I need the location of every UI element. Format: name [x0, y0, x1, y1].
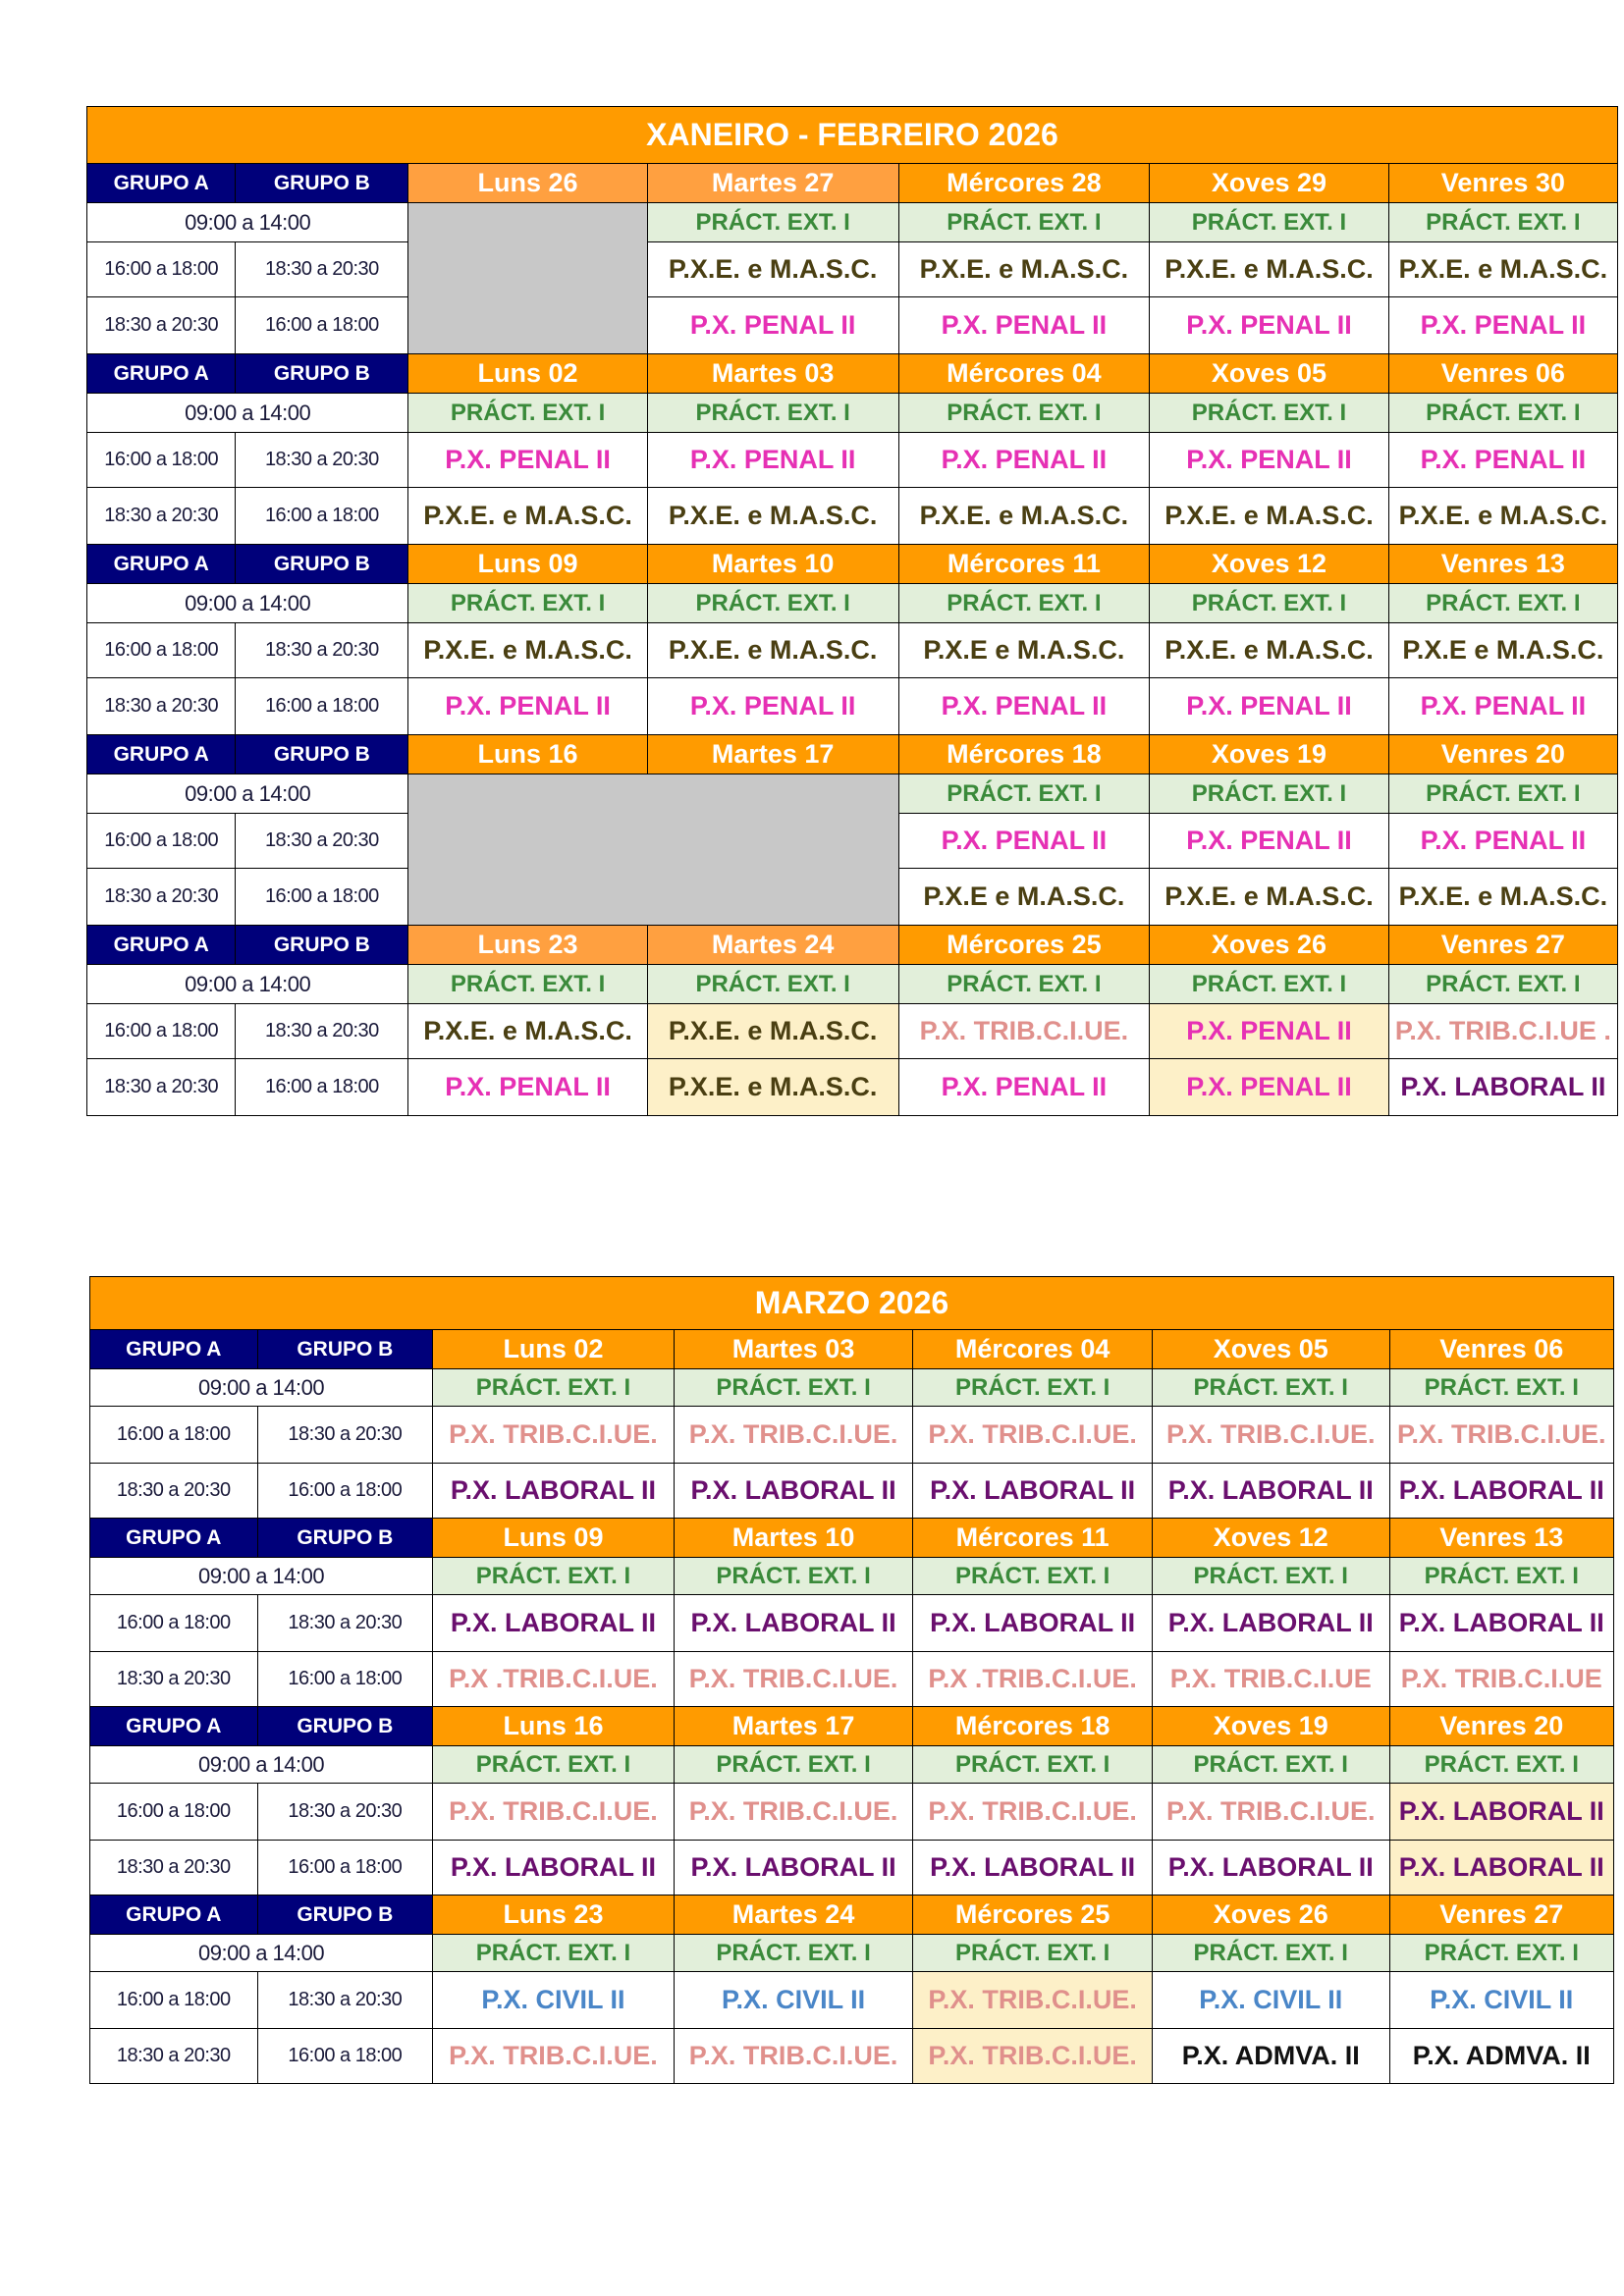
time-slot-group-b: 16:00 a 18:00 — [257, 1464, 433, 1519]
class-cell-pxe: P.X.E. e M.A.S.C. — [898, 488, 1150, 545]
class-cell-pxe: P.X.E e M.A.S.C. — [1388, 623, 1617, 678]
class-cell-penal: P.X. PENAL II — [1388, 297, 1617, 354]
group-b-header: GRUPO B — [257, 1707, 433, 1746]
day-header: Martes 03 — [674, 1330, 913, 1369]
class-cell-pxe: P.X.E e M.A.S.C. — [898, 623, 1150, 678]
day-header: Venres 06 — [1388, 354, 1617, 394]
class-cell-trib: P.X. TRIB.C.I.UE. — [433, 2029, 675, 2084]
class-cell-penal: P.X. PENAL II — [1388, 814, 1617, 869]
time-slot-group-a: 18:30 a 20:30 — [87, 297, 236, 354]
class-cell-pxe: P.X.E. e M.A.S.C. — [898, 242, 1150, 297]
class-cell-penal: P.X. PENAL II — [647, 433, 898, 488]
time-slot-group-b: 16:00 a 18:00 — [257, 2029, 433, 2084]
day-header: Xoves 19 — [1150, 735, 1388, 774]
class-cell-prac: PRÁCT. EXT. I — [913, 1558, 1153, 1595]
class-cell-pxe: P.X.E. e M.A.S.C. — [647, 1004, 898, 1059]
day-header: Venres 30 — [1388, 164, 1617, 203]
time-slot-group-a: 16:00 a 18:00 — [90, 1407, 258, 1464]
time-slot-group-a: 16:00 a 18:00 — [87, 1004, 236, 1059]
class-cell-prac: PRÁCT. EXT. I — [913, 1935, 1153, 1972]
day-header: Xoves 26 — [1152, 1896, 1389, 1935]
class-cell-laboral: P.X. LABORAL II — [1389, 1784, 1613, 1841]
schedule-title: MARZO 2026 — [90, 1277, 1614, 1330]
time-slot-group-b: 16:00 a 18:00 — [236, 1059, 408, 1116]
class-cell-laboral: P.X. LABORAL II — [1389, 1464, 1613, 1519]
class-cell-laboral: P.X. LABORAL II — [1152, 1464, 1389, 1519]
class-cell-trib: P.X. TRIB.C.I.UE. — [674, 1784, 913, 1841]
class-cell-penal: P.X. PENAL II — [1150, 297, 1388, 354]
class-cell-pxe: P.X.E. e M.A.S.C. — [647, 623, 898, 678]
time-slot-group-a: 16:00 a 18:00 — [87, 433, 236, 488]
class-cell-prac: PRÁCT. EXT. I — [913, 1369, 1153, 1407]
time-slot-group-a: 18:30 a 20:30 — [87, 678, 236, 735]
day-header: Mércores 11 — [913, 1519, 1153, 1558]
day-header: Martes 24 — [674, 1896, 913, 1935]
time-slot-group-b: 18:30 a 20:30 — [236, 814, 408, 869]
class-cell-pxe: P.X.E. e M.A.S.C. — [1150, 623, 1388, 678]
class-cell-trib: P.X. TRIB.C.I.UE. — [898, 1004, 1150, 1059]
time-slot-group-a: 16:00 a 18:00 — [87, 814, 236, 869]
day-header: Martes 17 — [674, 1707, 913, 1746]
class-cell-trib: P.X .TRIB.C.I.UE. — [433, 1652, 675, 1707]
class-cell-prac: PRÁCT. EXT. I — [1388, 965, 1617, 1004]
group-a-header: GRUPO A — [87, 354, 236, 394]
day-header: Mércores 11 — [898, 545, 1150, 584]
group-a-header: GRUPO A — [90, 1519, 258, 1558]
class-cell-trib: P.X. TRIB.C.I.UE. — [913, 2029, 1153, 2084]
class-cell-prac: PRÁCT. EXT. I — [674, 1935, 913, 1972]
class-cell-prac: PRÁCT. EXT. I — [1389, 1935, 1613, 1972]
class-cell-penal: P.X. PENAL II — [1388, 433, 1617, 488]
class-cell-admva: P.X. ADMVA. II — [1152, 2029, 1389, 2084]
group-b-header: GRUPO B — [257, 1896, 433, 1935]
class-cell-pxe: P.X.E. e M.A.S.C. — [647, 488, 898, 545]
class-cell-pxe: P.X.E. e M.A.S.C. — [1388, 242, 1617, 297]
class-cell-pxe: P.X.E. e M.A.S.C. — [647, 242, 898, 297]
day-header: Xoves 12 — [1150, 545, 1388, 584]
day-header: Xoves 26 — [1150, 926, 1388, 965]
class-cell-prac: PRÁCT. EXT. I — [408, 965, 647, 1004]
group-b-header: GRUPO B — [236, 164, 408, 203]
day-header: Martes 03 — [647, 354, 898, 394]
schedule-table-xaneiro-febreiro — [86, 106, 1618, 1116]
group-a-header: GRUPO A — [87, 926, 236, 965]
group-b-header: GRUPO B — [236, 545, 408, 584]
time-slot-group-b: 18:30 a 20:30 — [257, 1784, 433, 1841]
class-cell-prac: PRÁCT. EXT. I — [647, 965, 898, 1004]
class-cell-laboral: P.X. LABORAL II — [674, 1464, 913, 1519]
time-slot: 09:00 a 14:00 — [87, 965, 408, 1004]
class-cell-prac: PRÁCT. EXT. I — [1388, 203, 1617, 242]
class-cell-prac: PRÁCT. EXT. I — [898, 965, 1150, 1004]
time-slot-group-b: 16:00 a 18:00 — [257, 1841, 433, 1896]
class-cell-trib: P.X. TRIB.C.I.UE. — [913, 1784, 1153, 1841]
class-cell-trib: P.X. TRIB.C.I.UE. — [1389, 1407, 1613, 1464]
class-cell-prac: PRÁCT. EXT. I — [1152, 1746, 1389, 1784]
class-cell-trib: P.X. TRIB.C.I.UE. — [433, 1784, 675, 1841]
time-slot-group-a: 18:30 a 20:30 — [87, 1059, 236, 1116]
day-header: Xoves 05 — [1152, 1330, 1389, 1369]
time-slot-group-b: 18:30 a 20:30 — [257, 1972, 433, 2029]
class-cell-penal: P.X. PENAL II — [1388, 678, 1617, 735]
class-cell-trib: P.X. TRIB.C.I.UE. — [1152, 1784, 1389, 1841]
time-slot-group-b: 16:00 a 18:00 — [236, 678, 408, 735]
class-cell-prac: PRÁCT. EXT. I — [1389, 1558, 1613, 1595]
group-b-header: GRUPO B — [257, 1330, 433, 1369]
class-cell-prac: PRÁCT. EXT. I — [1152, 1935, 1389, 1972]
class-cell-trib: P.X. TRIB.C.I.UE. — [674, 1407, 913, 1464]
class-cell-penal: P.X. PENAL II — [1150, 678, 1388, 735]
class-cell-penal: P.X. PENAL II — [647, 678, 898, 735]
time-slot: 09:00 a 14:00 — [87, 774, 408, 814]
time-slot-group-a: 18:30 a 20:30 — [87, 869, 236, 926]
class-cell-trib: P.X. TRIB.C.I.UE. — [674, 2029, 913, 2084]
time-slot-group-a: 16:00 a 18:00 — [87, 242, 236, 297]
class-cell-laboral: P.X. LABORAL II — [674, 1595, 913, 1652]
class-cell-trib: P.X .TRIB.C.I.UE. — [913, 1652, 1153, 1707]
class-cell-penal: P.X. PENAL II — [898, 297, 1150, 354]
class-cell-prac: PRÁCT. EXT. I — [433, 1558, 675, 1595]
class-cell-penal: P.X. PENAL II — [1150, 814, 1388, 869]
class-cell-penal: P.X. PENAL II — [647, 297, 898, 354]
time-slot-group-a: 16:00 a 18:00 — [90, 1784, 258, 1841]
time-slot-group-b: 18:30 a 20:30 — [236, 1004, 408, 1059]
class-cell-laboral: P.X. LABORAL II — [1152, 1841, 1389, 1896]
class-cell-civil: P.X. CIVIL II — [1389, 1972, 1613, 2029]
time-slot-group-b: 18:30 a 20:30 — [236, 242, 408, 297]
time-slot: 09:00 a 14:00 — [90, 1746, 433, 1784]
day-header: Venres 20 — [1389, 1707, 1613, 1746]
time-slot-group-b: 16:00 a 18:00 — [236, 297, 408, 354]
class-cell-prac: PRÁCT. EXT. I — [898, 203, 1150, 242]
schedule-title: XANEIRO - FEBREIRO 2026 — [87, 107, 1618, 164]
group-a-header: GRUPO A — [90, 1707, 258, 1746]
class-cell-trib: P.X. TRIB.C.I.UE. — [1152, 1407, 1389, 1464]
class-cell-prac: PRÁCT. EXT. I — [898, 774, 1150, 814]
time-slot-group-b: 18:30 a 20:30 — [236, 623, 408, 678]
day-header: Venres 27 — [1389, 1896, 1613, 1935]
day-header: Martes 10 — [674, 1519, 913, 1558]
day-header: Luns 16 — [408, 735, 647, 774]
day-header: Mércores 25 — [898, 926, 1150, 965]
day-header: Xoves 19 — [1152, 1707, 1389, 1746]
time-slot: 09:00 a 14:00 — [90, 1558, 433, 1595]
class-cell-laboral: P.X. LABORAL II — [913, 1595, 1153, 1652]
group-b-header: GRUPO B — [236, 735, 408, 774]
class-cell-pxe: P.X.E. e M.A.S.C. — [1150, 242, 1388, 297]
day-header: Mércores 18 — [898, 735, 1150, 774]
class-cell-prac: PRÁCT. EXT. I — [1150, 394, 1388, 433]
class-cell-trib: P.X. TRIB.C.I.UE . — [1388, 1004, 1617, 1059]
group-a-header: GRUPO A — [87, 735, 236, 774]
time-slot: 09:00 a 14:00 — [87, 584, 408, 623]
time-slot-group-b: 18:30 a 20:30 — [257, 1595, 433, 1652]
class-cell-penal: P.X. PENAL II — [1150, 1004, 1388, 1059]
class-cell-prac: PRÁCT. EXT. I — [1389, 1369, 1613, 1407]
day-header: Mércores 28 — [898, 164, 1150, 203]
class-cell-trib: P.X. TRIB.C.I.UE — [1152, 1652, 1389, 1707]
class-cell-laboral: P.X. LABORAL II — [433, 1595, 675, 1652]
class-cell-laboral: P.X. LABORAL II — [1389, 1841, 1613, 1896]
schedule-table-marzo — [89, 1276, 1614, 2084]
class-cell-civil: P.X. CIVIL II — [674, 1972, 913, 2029]
class-cell-pxe: P.X.E. e M.A.S.C. — [1150, 488, 1388, 545]
class-cell-prac: PRÁCT. EXT. I — [433, 1935, 675, 1972]
class-cell-prac: PRÁCT. EXT. I — [408, 394, 647, 433]
day-header: Luns 02 — [408, 354, 647, 394]
class-cell-pxe: P.X.E. e M.A.S.C. — [647, 1059, 898, 1116]
time-slot-group-b: 16:00 a 18:00 — [236, 869, 408, 926]
class-cell-laboral: P.X. LABORAL II — [1389, 1595, 1613, 1652]
class-cell-prac: PRÁCT. EXT. I — [1150, 774, 1388, 814]
class-cell-prac: PRÁCT. EXT. I — [1388, 774, 1617, 814]
class-cell-prac: PRÁCT. EXT. I — [898, 394, 1150, 433]
class-cell-prac: PRÁCT. EXT. I — [1388, 584, 1617, 623]
class-cell-penal: P.X. PENAL II — [898, 433, 1150, 488]
class-cell-prac: PRÁCT. EXT. I — [1150, 203, 1388, 242]
time-slot-group-a: 18:30 a 20:30 — [87, 488, 236, 545]
day-header: Luns 16 — [433, 1707, 675, 1746]
day-header: Luns 26 — [408, 164, 647, 203]
no-class-block — [408, 774, 898, 926]
class-cell-trib: P.X. TRIB.C.I.UE — [1389, 1652, 1613, 1707]
time-slot-group-b: 16:00 a 18:00 — [257, 1652, 433, 1707]
day-header: Luns 23 — [433, 1896, 675, 1935]
class-cell-prac: PRÁCT. EXT. I — [674, 1558, 913, 1595]
class-cell-laboral: P.X. LABORAL II — [913, 1464, 1153, 1519]
time-slot-group-b: 18:30 a 20:30 — [236, 433, 408, 488]
day-header: Mércores 25 — [913, 1896, 1153, 1935]
class-cell-prac: PRÁCT. EXT. I — [1152, 1369, 1389, 1407]
class-cell-pxe: P.X.E. e M.A.S.C. — [408, 1004, 647, 1059]
day-header: Luns 23 — [408, 926, 647, 965]
day-header: Martes 24 — [647, 926, 898, 965]
group-a-header: GRUPO A — [87, 545, 236, 584]
class-cell-prac: PRÁCT. EXT. I — [913, 1746, 1153, 1784]
class-cell-prac: PRÁCT. EXT. I — [647, 203, 898, 242]
time-slot: 09:00 a 14:00 — [87, 394, 408, 433]
day-header: Xoves 05 — [1150, 354, 1388, 394]
class-cell-laboral: P.X. LABORAL II — [1388, 1059, 1617, 1116]
day-header: Mércores 04 — [913, 1330, 1153, 1369]
day-header: Xoves 29 — [1150, 164, 1388, 203]
day-header: Martes 27 — [647, 164, 898, 203]
class-cell-prac: PRÁCT. EXT. I — [1150, 584, 1388, 623]
class-cell-prac: PRÁCT. EXT. I — [1152, 1558, 1389, 1595]
day-header: Venres 27 — [1388, 926, 1617, 965]
time-slot-group-a: 16:00 a 18:00 — [87, 623, 236, 678]
group-b-header: GRUPO B — [236, 926, 408, 965]
class-cell-penal: P.X. PENAL II — [898, 814, 1150, 869]
class-cell-trib: P.X. TRIB.C.I.UE. — [433, 1407, 675, 1464]
class-cell-civil: P.X. CIVIL II — [1152, 1972, 1389, 2029]
group-a-header: GRUPO A — [90, 1896, 258, 1935]
day-header: Luns 09 — [408, 545, 647, 584]
day-header: Xoves 12 — [1152, 1519, 1389, 1558]
day-header: Venres 06 — [1389, 1330, 1613, 1369]
class-cell-prac: PRÁCT. EXT. I — [433, 1369, 675, 1407]
class-cell-prac: PRÁCT. EXT. I — [898, 584, 1150, 623]
class-cell-trib: P.X. TRIB.C.I.UE. — [913, 1407, 1153, 1464]
class-cell-penal: P.X. PENAL II — [1150, 1059, 1388, 1116]
time-slot-group-a: 18:30 a 20:30 — [90, 1652, 258, 1707]
class-cell-penal: P.X. PENAL II — [408, 1059, 647, 1116]
class-cell-prac: PRÁCT. EXT. I — [647, 584, 898, 623]
class-cell-prac: PRÁCT. EXT. I — [433, 1746, 675, 1784]
class-cell-laboral: P.X. LABORAL II — [433, 1464, 675, 1519]
class-cell-admva: P.X. ADMVA. II — [1389, 2029, 1613, 2084]
group-b-header: GRUPO B — [257, 1519, 433, 1558]
class-cell-prac: PRÁCT. EXT. I — [1150, 965, 1388, 1004]
class-cell-pxe: P.X.E. e M.A.S.C. — [408, 623, 647, 678]
class-cell-pxe: P.X.E. e M.A.S.C. — [1388, 869, 1617, 926]
day-header: Venres 13 — [1389, 1519, 1613, 1558]
time-slot-group-a: 18:30 a 20:30 — [90, 2029, 258, 2084]
group-a-header: GRUPO A — [87, 164, 236, 203]
time-slot: 09:00 a 14:00 — [90, 1369, 433, 1407]
day-header: Martes 10 — [647, 545, 898, 584]
class-cell-penal: P.X. PENAL II — [1150, 433, 1388, 488]
class-cell-laboral: P.X. LABORAL II — [674, 1841, 913, 1896]
class-cell-penal: P.X. PENAL II — [408, 678, 647, 735]
class-cell-pxe: P.X.E. e M.A.S.C. — [1150, 869, 1388, 926]
day-header: Luns 09 — [433, 1519, 675, 1558]
time-slot-group-a: 18:30 a 20:30 — [90, 1841, 258, 1896]
day-header: Mércores 04 — [898, 354, 1150, 394]
class-cell-prac: PRÁCT. EXT. I — [674, 1746, 913, 1784]
time-slot: 09:00 a 14:00 — [87, 203, 408, 242]
group-a-header: GRUPO A — [90, 1330, 258, 1369]
class-cell-trib: P.X. TRIB.C.I.UE. — [913, 1972, 1153, 2029]
class-cell-laboral: P.X. LABORAL II — [1152, 1595, 1389, 1652]
time-slot-group-b: 18:30 a 20:30 — [257, 1407, 433, 1464]
class-cell-pxe: P.X.E. e M.A.S.C. — [408, 488, 647, 545]
class-cell-trib: P.X. TRIB.C.I.UE. — [674, 1652, 913, 1707]
day-header: Luns 02 — [433, 1330, 675, 1369]
day-header: Venres 13 — [1388, 545, 1617, 584]
day-header: Mércores 18 — [913, 1707, 1153, 1746]
class-cell-prac: PRÁCT. EXT. I — [408, 584, 647, 623]
time-slot-group-a: 16:00 a 18:00 — [90, 1595, 258, 1652]
class-cell-civil: P.X. CIVIL II — [433, 1972, 675, 2029]
day-header: Venres 20 — [1388, 735, 1617, 774]
class-cell-prac: PRÁCT. EXT. I — [674, 1369, 913, 1407]
class-cell-pxe: P.X.E e M.A.S.C. — [898, 869, 1150, 926]
time-slot: 09:00 a 14:00 — [90, 1935, 433, 1972]
class-cell-prac: PRÁCT. EXT. I — [1389, 1746, 1613, 1784]
time-slot-group-a: 16:00 a 18:00 — [90, 1972, 258, 2029]
class-cell-penal: P.X. PENAL II — [898, 1059, 1150, 1116]
time-slot-group-b: 16:00 a 18:00 — [236, 488, 408, 545]
class-cell-prac: PRÁCT. EXT. I — [647, 394, 898, 433]
group-b-header: GRUPO B — [236, 354, 408, 394]
class-cell-laboral: P.X. LABORAL II — [913, 1841, 1153, 1896]
class-cell-penal: P.X. PENAL II — [898, 678, 1150, 735]
class-cell-laboral: P.X. LABORAL II — [433, 1841, 675, 1896]
day-header: Martes 17 — [647, 735, 898, 774]
no-class-block — [408, 203, 647, 354]
class-cell-prac: PRÁCT. EXT. I — [1388, 394, 1617, 433]
time-slot-group-a: 18:30 a 20:30 — [90, 1464, 258, 1519]
class-cell-pxe: P.X.E. e M.A.S.C. — [1388, 488, 1617, 545]
class-cell-penal: P.X. PENAL II — [408, 433, 647, 488]
